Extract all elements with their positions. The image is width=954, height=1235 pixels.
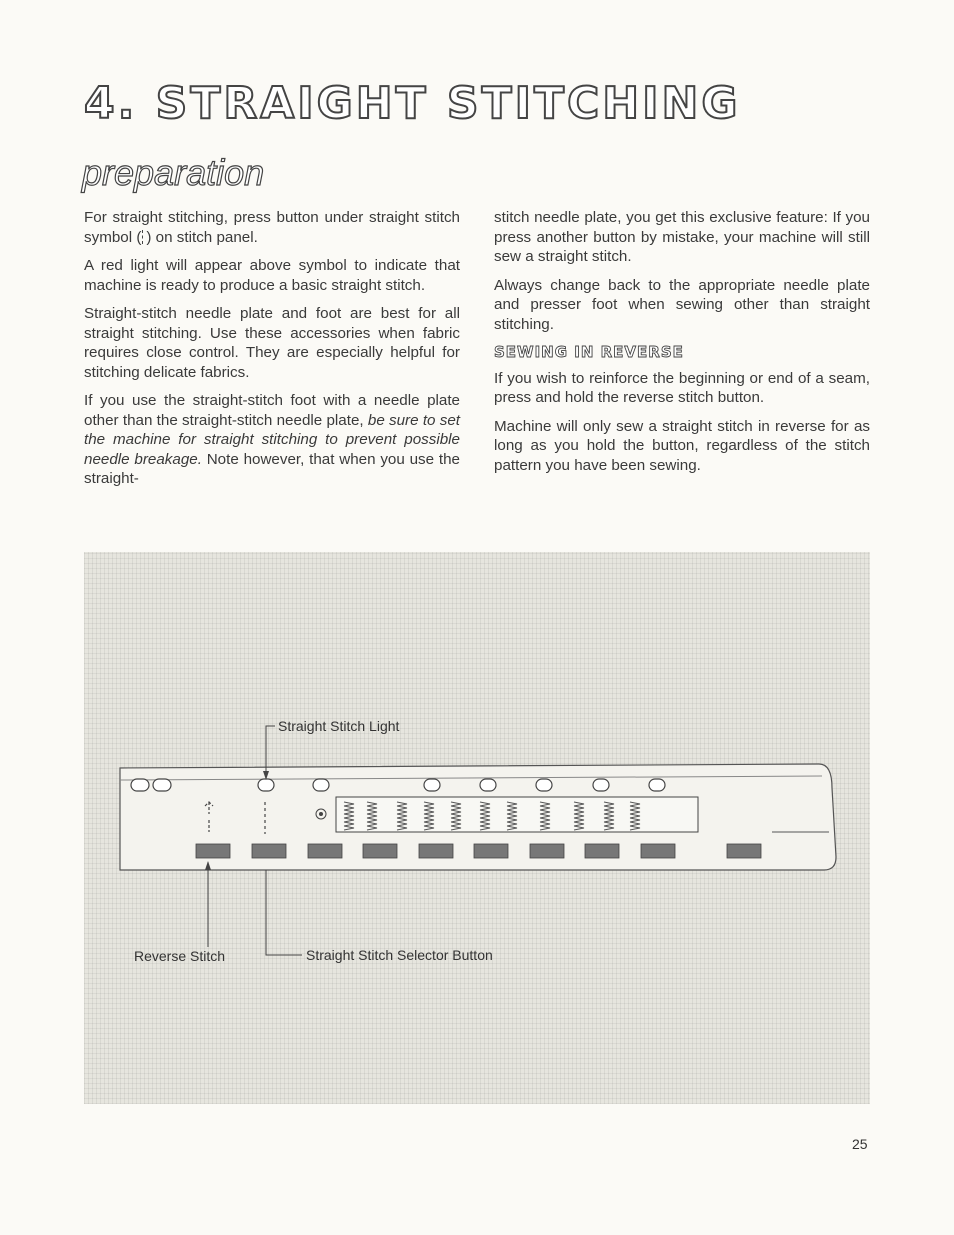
paragraph: Straight-stitch needle plate and foot are best for all straight stitching. Use these accessories when fabric requires close control. They are especially helpful for stitching delicate fabrics.: [84, 305, 460, 381]
paragraph: Always change back to the appropriate needle plate and presser foot when sewing other than straight stitching.: [494, 276, 870, 333]
selector-leader-line: [266, 870, 302, 955]
straight-stitch-light-label: Straight Stitch Light: [278, 718, 400, 734]
indicator-light: [649, 779, 665, 791]
stitch-selector-button[interactable]: [252, 844, 286, 858]
section-heading: SEWING IN REVERSE: [494, 343, 684, 361]
stitch-selector-button[interactable]: [641, 844, 675, 858]
stitch-selector-button[interactable]: [474, 844, 508, 858]
paragraph-text: Note however, that when you use the straight-: [84, 450, 460, 487]
paragraph-text: For straight stitching, press button under straight stitch symbol (: [84, 209, 460, 246]
left-column: [84, 208, 460, 498]
indicator-light: [480, 779, 496, 791]
stitch-pattern-window: [336, 797, 698, 832]
paragraph: A red light will appear above symbol to indicate that machine is ready to produce a basic straight stitch.: [84, 257, 460, 294]
stitch-selector-button[interactable]: [530, 844, 564, 858]
indicator-light: [536, 779, 552, 791]
paragraph: [84, 391, 460, 489]
paragraph: [84, 208, 460, 247]
indicator-light: [313, 779, 329, 791]
indicator-light: [258, 779, 274, 791]
paragraph: stitch needle plate, you get this exclusive feature: If you press another button by mistake, your machine will still sew a straight stitch.: [494, 209, 870, 265]
stitch-selector-button[interactable]: [363, 844, 397, 858]
straight-stitch-selector-label: Straight Stitch Selector Button: [306, 947, 493, 963]
paragraph-text: If you use the straight-stitch foot with a needle plate other than the straight-stitch needle plate,: [84, 392, 460, 429]
right-column: [494, 208, 870, 484]
indicator-light: [424, 779, 440, 791]
indicator-light: [593, 779, 609, 791]
page-number: 25: [852, 1136, 868, 1152]
paragraph: Machine will only sew a straight stitch in reverse for as long as you hold the button, regardless of the stitch pattern you have been sewing.: [494, 417, 870, 474]
page-title: 4. STRAIGHT STITCHING: [84, 78, 741, 129]
stitch-panel-illustration: [84, 552, 870, 1104]
warning-text: be sure to set the machine for straight stitching to prevent possible needle breakage.: [84, 411, 460, 468]
stitch-selector-button[interactable]: [585, 844, 619, 858]
indicator-light: [131, 779, 149, 791]
stitch-selector-button[interactable]: [727, 844, 761, 858]
stitch-panel-drawing: [84, 552, 870, 1104]
paragraph: If you wish to reinforce the beginning or end of a seam, press and hold the reverse stitch button.: [494, 369, 870, 406]
indicator-light: [153, 779, 171, 791]
stitch-selector-button[interactable]: [196, 844, 230, 858]
straight-stitch-symbol-icon: [142, 230, 145, 244]
stitch-selector-button[interactable]: [419, 844, 453, 858]
target-symbol-dot: [319, 812, 323, 816]
reverse-stitch-label: Reverse Stitch: [134, 948, 226, 964]
paragraph-text: ) on stitch panel.: [146, 228, 258, 246]
section-subtitle: preparation: [82, 152, 265, 193]
stitch-selector-button[interactable]: [308, 844, 342, 858]
